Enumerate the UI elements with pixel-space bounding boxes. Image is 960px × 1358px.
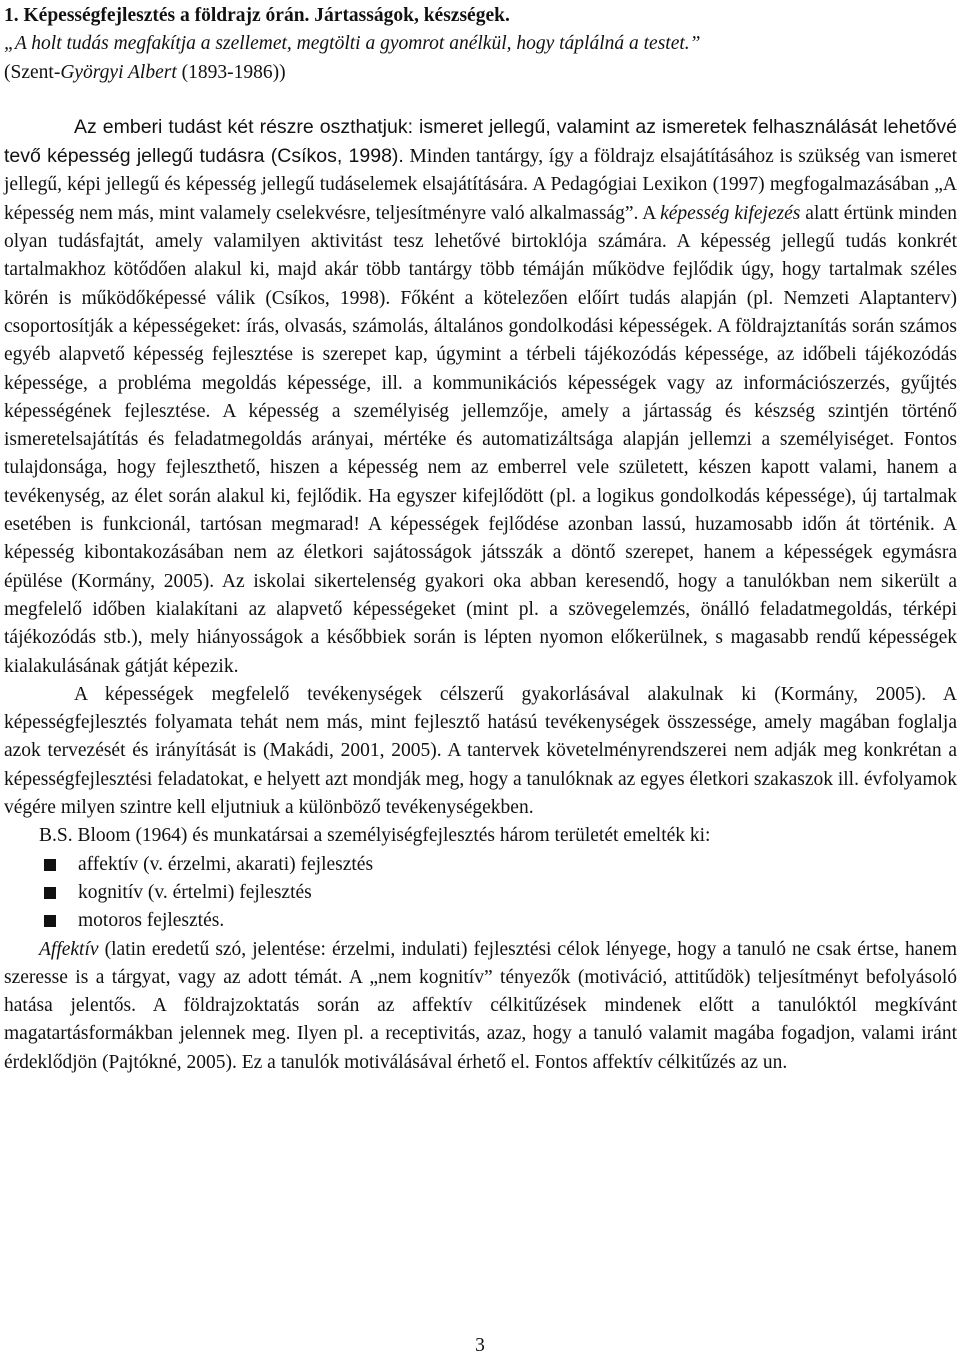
paragraph-4-term: Affektív [39,938,99,960]
paragraph-3: B.S. Bloom (1964) és munkatársai a személyiségfejlesztés három területét emelték ki: [39,825,711,847]
list-item [44,851,957,879]
paragraph-1-lead: Az emberi tudást két részre oszthatjuk: ismeret jellegű, valamint az ismeretek felhasználását lehetővé tevő képesség jellegű tudásra (Csíkos, 1998). [4,115,957,168]
source-name: Györgyi Albert [60,61,177,83]
bullet-list [4,851,957,936]
paragraph-1 [4,113,957,681]
square-bullet-icon [44,887,56,899]
source-open: (Szent- [4,61,61,83]
epigraph-quote: „A holt tudás megfakítja a szellemet, megtölti a gyomrot anélkül, hogy táplálná a testet.” [4,33,701,55]
square-bullet-icon [44,915,56,927]
paragraph-4 [4,936,957,1077]
document-page [4,2,957,1077]
paragraph-2: A képességek megfelelő tevékenységek célszerű gyakorlásával alakulnak ki (Kormány, 2005). A képességfejlesztés folyamata tehát nem más, mint fejlesztő hatású tevékenységek összessége, amely magában foglalja azok tervezését és irányítását is (Makádi, 2001, 2005). A tantervek követelményrendszerei nem adják meg konkrétan a képességfejlesztési feladatokat, e helyett azt mondják meg, hogy a tanulóknak az egyes életkori szakaszok ill. évfolyamok végére milyen szintre kell eljutniuk a különböző tevékenységekben. [4,683,957,819]
list-item-text: kognitív (v. értelmi) fejlesztés [78,881,312,903]
square-bullet-icon [44,859,56,871]
paragraph-4-body: (latin eredetű szó, jelentése: érzelmi, indulati) fejlesztési célok lényege, hogy a tanuló ne csak értse, hanem szeresse is a tárgyat, vagy az adott témát. A „nem kognitív” tényezők (motiváció, attitűdök) teljesítményt befolyásoló hatása jelentős. A földrajzoktatás során az affektív célkitűzések mindenek előtt a tanulóktól megkívánt magatartásformákban jelennek meg. Ilyen pl. a receptivitás, azaz, hogy a tanuló valamit magába fogadjon, valami iránt érdeklődjön (Pajtókné, 2005). Ez a tanulók motiválásával érhető el. Fontos affektív célkitűzés az un. [4,938,957,1073]
epigraph-source [4,59,957,87]
spacer [4,87,957,113]
page-number: 3 [475,1335,485,1356]
paragraph-1-body: Minden tantárgy, így a földrajz elsajátításához is szükség van ismeret jellegű, képi jellegű és képesség jellegű tudáselemek elsajátítására. A Pedagógiai Lexikon (1997) megfogalmazásában „A képesség nem más, mint valamely cselekvésre, teljesítményre való alkalmasság”. A [4,146,957,224]
section-heading: 1. Képességfejlesztés a földrajz órán. Jártasságok, készségek. [4,5,510,26]
list-item [44,879,957,907]
paragraph-1-tail: alatt értünk minden olyan tudásfajtát, amely valamilyen aktivitást tesz lehetővé birtoklója számára. A képesség jellegű tudás konkrét tartalmakhoz kötődően alakul ki, majd akár több tantárgy több témáján működve fejlődik úgy, hogy tartalmak széles körén is működőképessé válik (Csíkos, 1998). Főként a kötelezően előírt tudás alapján (pl. Nemzeti Alaptanterv) csoportosítják a képességeket: írás, olvasás, számolás, általános gondolkodási képességek. A földrajztanítás során számos egyéb alapvető képesség fejlesztése is szerepet kap, úgymint a térbeli tájékozódás képessége, az időbeli tájékozódás képessége, a probléma megoldás képessége, ill. a kommunikációs képességek vagy az információszerzés, gyűjtés képességének fejlesztése. A képesség a személyiség jellemzője, amely a jártasság és készség szintjén történő ismeretelsajátítás és feladatmegoldás arányai, mértéke és automatizáltsága alapján jellemzi a személyiséget. Fontos tulajdonsága, hogy fejleszthető, hiszen a képesség nem az emberrel vele született, készen kapott valami, hanem a tevékenység, az élet során alakul ki, fejlődik. Ha egyszer kifejlődött (pl. a logikus gondolkodás képessége), új tartalmak esetében is funkcionál, tartósan megmarad! A képességek fejlődése azonban lassú, huzamosabb időn át történik. A képesség kibontakozásában nem az életkori sajátosságok játsszák a döntő szerepet, hanem a képességek egymásra épülése (Kormány, 2005). Az iskolai sikertelenség gyakori oka abban keresendő, hogy a tanulókban nem sikerült a megfelelő időben kialakítani az alapvető képességeket (mint pl. a szövegelemzés, önálló feladatmegoldás, térképi tájékozódás stb.), mely hiányosságok a későbbiek során is lépten nyomon előkerülnek, s magasabb rendű képességek kialakulásának gátját képezik. [4,202,957,677]
list-item-text: motoros fejlesztés. [78,910,225,932]
list-item-text: affektív (v. érzelmi, akarati) fejlesztés [78,853,374,875]
list-item [44,907,957,935]
paragraph-1-emphasis: képesség kifejezés [660,202,801,224]
source-years: (1893-1986)) [176,61,286,83]
